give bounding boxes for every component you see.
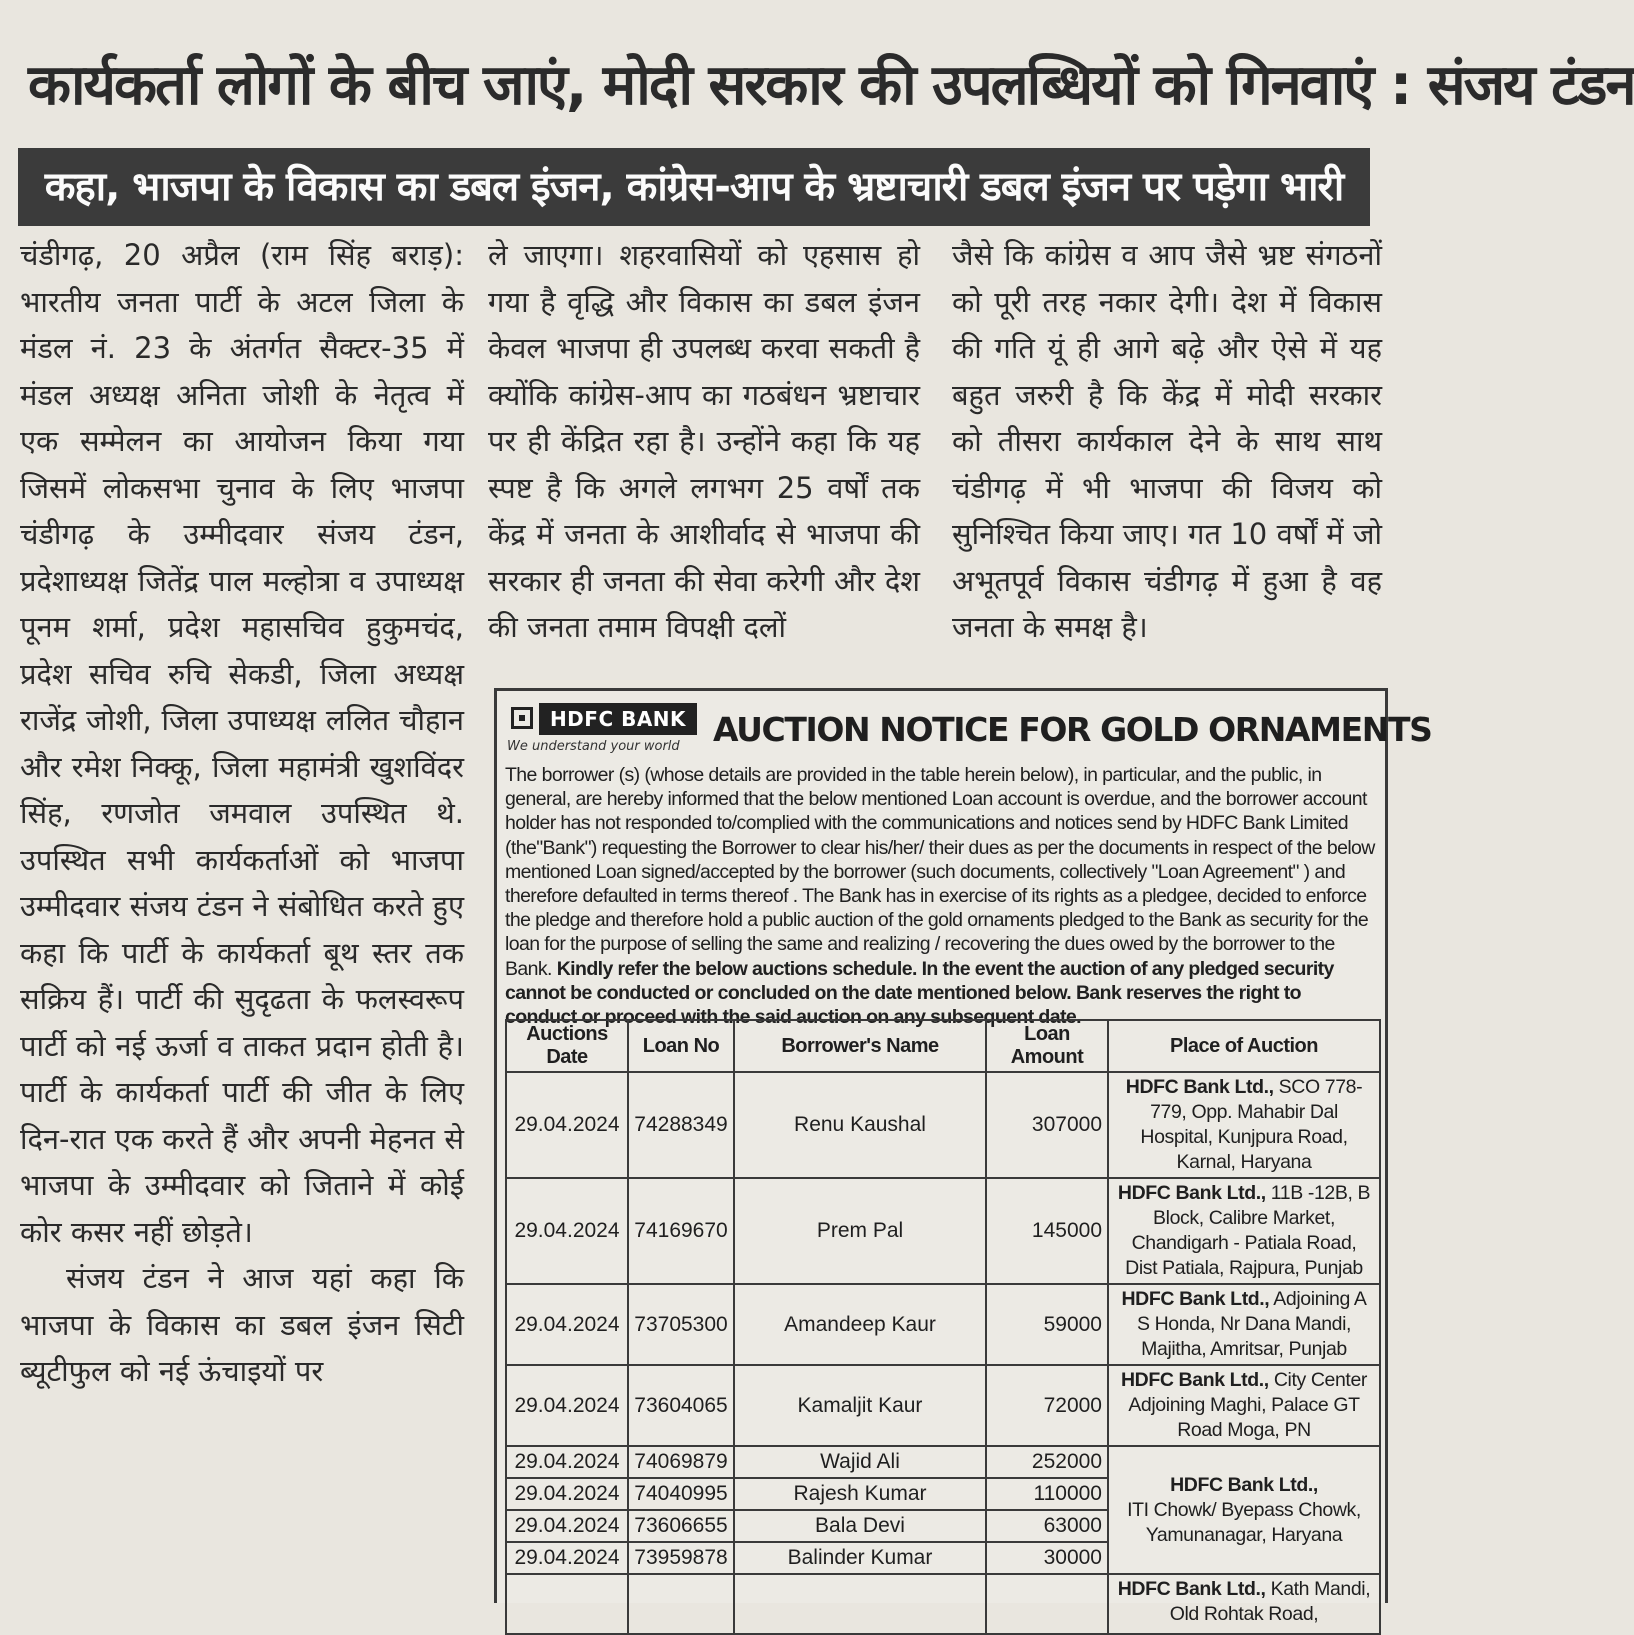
header-loan-no: Loan No — [628, 1020, 734, 1072]
place-of-auction — [1108, 1178, 1380, 1284]
loan-amount: 30000 — [986, 1542, 1108, 1574]
auction-date: 29.04.2024 — [506, 1446, 628, 1478]
table-row — [506, 1072, 1380, 1178]
table-row — [506, 1365, 1380, 1446]
header-loan-amount: Loan Amount — [986, 1020, 1108, 1072]
auction-date: 29.04.2024 — [506, 1510, 628, 1542]
borrower-name: Kamaljit Kaur — [734, 1365, 986, 1446]
article-column-3 — [952, 232, 1382, 682]
auction-table — [505, 1019, 1381, 1635]
header-place-of-auction: Place of Auction — [1108, 1020, 1380, 1072]
auction-date: 29.04.2024 — [506, 1178, 628, 1284]
borrower-name: Prem Pal — [734, 1178, 986, 1284]
headline: कार्यकर्ता लोगों के बीच जाएं, मोदी सरकार की उपलब्धियों को गिनवाएं : संजय टंडन — [28, 53, 1634, 118]
logo-tagline: We understand your world — [507, 739, 680, 754]
place-bank: HDFC Bank Ltd., — [1125, 1076, 1274, 1098]
place-bank: HDFC Bank Ltd., — [1170, 1473, 1318, 1496]
place-of-auction — [1108, 1365, 1380, 1446]
loan-no: 74288349 — [628, 1072, 734, 1178]
loan-amount: 252000 — [986, 1446, 1108, 1478]
ad-header — [505, 701, 1432, 761]
article-column-2 — [488, 232, 920, 682]
borrower-name: Rajesh Kumar — [734, 1478, 986, 1510]
loan-amount: 110000 — [986, 1478, 1108, 1510]
loan-no: 73959878 — [628, 1542, 734, 1574]
place-address: 11B -12B, B Block, Calibre Market, Chandigarh - Patiala Road, Dist Patiala, Rajpura, Punjab — [1125, 1182, 1371, 1279]
header-auctions-date: Auctions Date — [506, 1020, 628, 1072]
logo-name: HDFC BANK — [539, 703, 697, 735]
place-address: SCO 778-779, Opp. Mahabir Dal Hospital, Kunjpura Road, Karnal, Haryana — [1140, 1076, 1363, 1173]
borrower-name — [734, 1574, 986, 1634]
borrower-name: Wajid Ali — [734, 1446, 986, 1478]
place-address: Kath Mandi, Old Rohtak Road, — [1169, 1578, 1371, 1625]
place-address: Adjoining A S Honda, Nr Dana Mandi, Majitha, Amritsar, Punjab — [1136, 1288, 1367, 1360]
table-row — [506, 1178, 1380, 1284]
loan-no: 73604065 — [628, 1365, 734, 1446]
loan-no: 73606655 — [628, 1510, 734, 1542]
loan-no: 74069879 — [628, 1446, 734, 1478]
loan-amount: 72000 — [986, 1365, 1108, 1446]
ad-body — [505, 763, 1377, 1029]
table-row — [506, 1574, 1380, 1634]
loan-amount — [986, 1574, 1108, 1634]
loan-no: 74169670 — [628, 1178, 734, 1284]
hdfc-logo — [505, 701, 705, 761]
loan-amount: 63000 — [986, 1510, 1108, 1542]
auction-date: 29.04.2024 — [506, 1284, 628, 1365]
loan-amount: 145000 — [986, 1178, 1108, 1284]
place-of-auction — [1108, 1446, 1380, 1574]
borrower-name: Balinder Kumar — [734, 1542, 986, 1574]
auction-date: 29.04.2024 — [506, 1478, 628, 1510]
loan-no: 74040995 — [628, 1478, 734, 1510]
article-column-1 — [20, 232, 464, 1592]
loan-amount: 59000 — [986, 1284, 1108, 1365]
place-bank: HDFC Bank Ltd., — [1117, 1182, 1266, 1204]
place-of-auction — [1108, 1284, 1380, 1365]
article-paragraph: ले जाएगा। शहरवासियों को एहसास हो गया है वृद्धि और विकास का डबल इंजन केवल भाजपा ही उपलब्ध करवा सकती है क्योंकि कांग्रेस-आप का गठबंधन भ्रष्टाचार पर ही केंद्रित रहा है। उन्होंने कहा कि यह स्पष्ट है कि अगले लगभग 25 वर्षों तक केंद्र में जनता के आशीर्वाद से भाजपा की सरकार ही जनता की सेवा करेगी और देश की जनता तमाम विपक्षी दलों — [488, 238, 920, 644]
place-address: ITI Chowk/ Byepass Chowk, Yamunanagar, Haryana — [1127, 1498, 1361, 1546]
header-borrower-name: Borrower's Name — [734, 1020, 986, 1072]
loan-no — [628, 1574, 734, 1634]
loan-amount: 307000 — [986, 1072, 1108, 1178]
ad-body-text: The borrower (s) (whose details are provided in the table herein below), in particular, and the public, in general, are hereby informed that the below mentioned Loan account is overdue, and the borrower account holder has not responded to/complied with the communications and notices send by HDFC Bank Limited (the"Bank") requesting the Borrower to clear his/her/ their dues as per the documents in respect of the below mentioned Loan signed/accepted by the borrower (such documents, collectively "Loan Agreement" ) and therefore defaulted in terms thereof . The Bank has in exercise of its rights as a pledgee, decided to enforce the pledge and therefore hold a public auction of the gold ornaments pledged to the Bank as security for the loan for the purpose of selling the same and realizing / recovering the dues owed by the borrower to the Bank. — [505, 764, 1375, 980]
place-bank: HDFC Bank Ltd., — [1121, 1288, 1270, 1310]
auction-date: 29.04.2024 — [506, 1365, 628, 1446]
article-paragraph: जैसे कि कांग्रेस व आप जैसे भ्रष्ट संगठनों को पूरी तरह नकार देगी। देश में विकास की गति यूं ही आगे बढ़े और ऐसे में यह बहुत जरुरी है कि केंद्र में मोदी सरकार को तीसरा कार्यकाल देने के साथ साथ चंडीगढ़ में भी भाजपा की विजय को सुनिश्चित किया जाए। गत 10 वर्षों में जो अभूतपूर्व विकास चंडीगढ़ में हुआ है वह जनता के समक्ष है। — [952, 238, 1382, 644]
article-paragraph: चंडीगढ़, 20 अप्रैल (राम सिंह बराड़): भारतीय जनता पार्टी के अटल जिला के मंडल नं. 23 के अंतर्गत सैक्टर-35 में मंडल अध्यक्ष अनिता जोशी के नेतृत्व में एक सम्मेलन का आयोजन किया गया जिसमें लोकसभा चुनाव के लिए भाजपा चंडीगढ़ के उम्मीदवार संजय टंडन, प्रदेशाध्यक्ष जितेंद्र पाल मल्होत्रा व उपाध्यक्ष पूनम शर्मा, प्रदेश महासचिव हुकुमचंद, प्रदेश सचिव रुचि सेकडी, जिला अध्यक्ष राजेंद्र जोशी, जिला उपाध्यक्ष ललित चौहान और रमेश निक्कू, जिला महामंत्री खुशविंदर सिंह, रणजोत जमवाल उपस्थित थे. उपस्थित सभी कार्यकर्ताओं को भाजपा उम्मीदवार संजय टंडन ने संबोधित करते हुए कहा कि पार्टी के कार्यकर्ता बूथ स्तर तक सक्रिय हैं। पार्टी की सुदृढता के फलस्वरूप पार्टी को नई ऊर्जा व ताकत प्रदान होती है। पार्टी के कार्यकर्ता पार्टी की जीत के लिए दिन-रात एक करते हैं और अपनी मेहनत से भाजपा के उम्मीदवार को जिताने में कोई कोर कसर नहीं छोड़ते। — [20, 238, 464, 1249]
place-address: City Center Adjoining Maghi, Palace GT Road Moga, PN — [1128, 1369, 1367, 1441]
auction-date: 29.04.2024 — [506, 1072, 628, 1178]
table-row — [506, 1446, 1380, 1478]
auction-date — [506, 1574, 628, 1634]
table-row — [506, 1284, 1380, 1365]
article-paragraph: संजय टंडन ने आज यहां कहा कि भाजपा के विकास का डबल इंजन सिटी ब्यूटीफुल को नई ऊंचाइयों पर — [20, 1261, 464, 1388]
place-of-auction — [1108, 1072, 1380, 1178]
loan-no: 73705300 — [628, 1284, 734, 1365]
borrower-name: Bala Devi — [734, 1510, 986, 1542]
borrower-name: Amandeep Kaur — [734, 1284, 986, 1365]
subheadline: कहा, भाजपा के विकास का डबल इंजन, कांग्रेस-आप के भ्रष्टाचारी डबल इंजन पर पड़ेगा भारी — [18, 148, 1370, 226]
auction-notice-ad — [494, 688, 1432, 1625]
place-of-auction — [1108, 1574, 1380, 1634]
place-bank: HDFC Bank Ltd., — [1117, 1578, 1266, 1600]
auction-date: 29.04.2024 — [506, 1542, 628, 1574]
ad-title: AUCTION NOTICE FOR GOLD ORNAMENTS — [713, 710, 1432, 749]
hdfc-logo-icon — [511, 707, 533, 729]
place-bank: HDFC Bank Ltd., — [1120, 1369, 1269, 1391]
borrower-name: Renu Kaushal — [734, 1072, 986, 1178]
ad-body-bold: Kindly refer the below auctions schedule. In the event the auction of any pledged security cannot be conducted or concluded on the date mentioned below. Bank reserves the right to conduct or proceed with the said auction on any subsequent date. — [505, 957, 1334, 1029]
